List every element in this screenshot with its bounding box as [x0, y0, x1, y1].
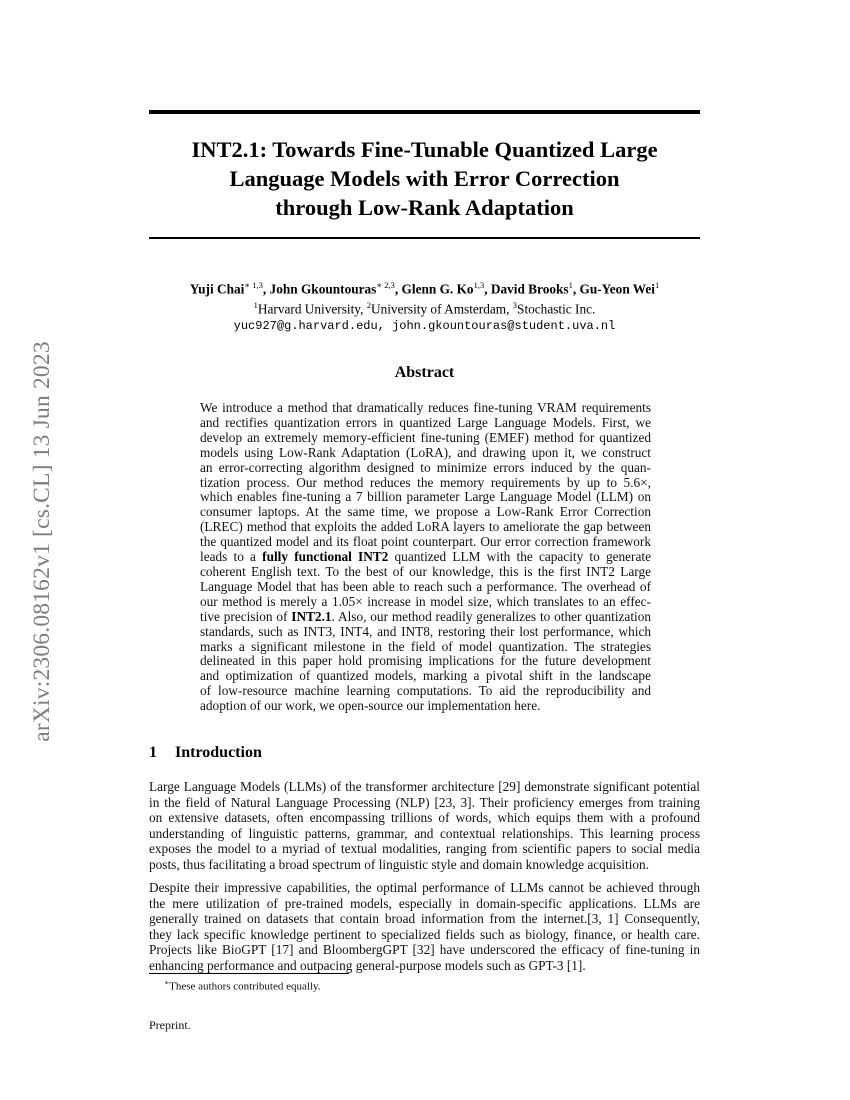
- abstract-line: marks a significant milestone in the field of model quantization. The strategies: [200, 638, 651, 654]
- paragraph-line: exposes the model to a myriad of textual modalities, ranging from scientific papers to social media: [149, 841, 700, 857]
- abstract-line: consumer laptops. At the same time, we propose a Low-Rank Error Correction: [200, 504, 651, 520]
- section-heading: [149, 744, 262, 762]
- abstract-line: leads to a fully functional INT2 quantized LLM with the capacity to generate: [200, 549, 651, 565]
- author-block: [149, 277, 700, 334]
- paragraph-line: Large Language Models (LLMs) of the transformer architecture [29] demonstrate significant potential: [149, 779, 700, 794]
- author-affiliation-marks: 1: [654, 280, 660, 290]
- abstract-line: of low-resource machine learning computations. To aid the reproducibility and: [200, 683, 651, 699]
- paragraph-line: Projects like BioGPT [17] and BloombergGPT [32] have underscored the efficacy of fine-tuning in: [149, 942, 700, 958]
- paragraph-line: in the field of Natural Language Processing (NLP) [23, 3]. Their proficiency emerges from training: [149, 794, 700, 810]
- abstract-line: models using Low-Rank Adaptation (LoRA), and drawing upon it, we construct: [200, 444, 651, 460]
- author-names: Yuji Chai$^{∗ 1,3}$, John Gkountouras$^{∗ 2,3}$, Glenn G. Ko$^{1,3}$, David Brooks$^1$, Gu-Yeon Wei$^1$: [189, 280, 660, 297]
- intro-paragraph-2: [149, 880, 700, 974]
- paragraph-line: the mere utilization of pre-trained models, especially in domain-specific applications. LLMs are: [149, 895, 700, 911]
- title-line: Language Models with Error Correction: [229, 166, 620, 191]
- paragraph-line: posts, thus facilitating a broad spectrum of linguistic style and domain knowledge acquisition.: [149, 856, 650, 872]
- abstract-line: which enables fine-tuning a 7 billion parameter Large Language Model (LLM) on: [200, 489, 651, 505]
- abstract-line: adoption of our work, we open-source our implementation here.: [200, 698, 541, 714]
- section-title: Introduction: [175, 744, 262, 761]
- abstract-line: Language Model that has been able to reach such a performance. The overhead of: [200, 578, 651, 594]
- bold-emphasis: fully functional INT2: [262, 549, 389, 565]
- paragraph-line: on extensive datasets, often encompassing trillions of words, which equips them with a profound: [149, 810, 700, 826]
- author-affiliation-marks: ∗ 1,3: [244, 280, 263, 290]
- title-line: INT2.1: Towards Fine-Tunable Quantized Large: [191, 137, 658, 162]
- arxiv-identifier-text: arXiv:2306.08162v1 [cs.CL] 13 Jun 2023: [28, 340, 55, 742]
- paper-title: [149, 135, 700, 222]
- abstract-line: tive precision of INT2.1. Also, our method readily generalizes to other quantization: [200, 608, 652, 624]
- abstract-line: tization process. Our method reduces the memory requirements by up to 5.6×,: [200, 474, 651, 490]
- preprint-label: Preprint.: [149, 1018, 191, 1032]
- abstract-body: [200, 401, 651, 714]
- affiliation-mark: 2: [366, 300, 371, 311]
- footnote: [164, 978, 321, 993]
- author-affiliation-marks: 1: [568, 280, 573, 290]
- author-name: John Gkountouras: [269, 281, 377, 297]
- author-name: Gu-Yeon Wei: [579, 281, 655, 297]
- abstract-line: We introduce a method that dramatically reduces fine-tuning VRAM requirements: [200, 400, 651, 415]
- author-affiliation-marks: 1,3: [473, 280, 485, 290]
- abstract-line: an error-correcting algorithm designed to minimize errors induced by the quan-: [200, 459, 651, 475]
- author-affiliations: $^1$Harvard University, $^2$University of Amsterdam, $^3$Stochastic Inc.: [253, 300, 596, 317]
- section-number: 1: [149, 744, 157, 761]
- footnote-text: These authors contributed equally.: [169, 980, 321, 993]
- affiliation-name: Harvard University: [257, 301, 361, 317]
- author-name: Yuji Chai: [189, 281, 245, 297]
- affiliation-mark: 1: [253, 300, 258, 311]
- paragraph-line: Despite their impressive capabilities, the optimal performance of LLMs cannot be achieved through: [149, 880, 700, 895]
- abstract-line: and optimization of quantized models, marking a pivotal shift in the landscape: [200, 668, 651, 684]
- affiliation-name: Stochastic Inc.: [517, 301, 596, 317]
- intro-paragraph-1: [149, 779, 700, 873]
- author-name: Glenn G. Ko: [401, 281, 474, 297]
- abstract-line: delineated in this paper hold promising implications for the future development: [200, 653, 651, 669]
- bold-emphasis: INT2.1: [291, 608, 332, 624]
- abstract-line: standards, such as INT3, INT4, and INT8, restoring their lost performance, which: [200, 623, 651, 639]
- paragraph-line: generally trained on datasets that contain broad information from the internet.[3, 1] Consequently,: [149, 911, 700, 927]
- abstract-heading: Abstract: [394, 364, 455, 381]
- paragraph-line: they lack specific knowledge pertinent to specialized fields such as biology, finance, or health care.: [149, 926, 700, 942]
- footnote-mark: ∗: [164, 978, 170, 987]
- paragraph-line: understanding of linguistic patterns, grammar, and contextual relationships. This learning process: [149, 825, 700, 841]
- title-top-rule: [149, 110, 700, 114]
- title-bottom-rule: [149, 237, 700, 239]
- abstract-line: our method is merely a 1.05× increase in model size, which translates to an effec-: [200, 593, 651, 609]
- arxiv-identifier-stamp: [26, 292, 58, 790]
- author-emails: yuc927@g.harvard.edu, john.gkountouras@student.uva.nl: [233, 318, 616, 333]
- abstract-line: coherent English text. To the best of our knowledge, this is the first INT2 Large: [200, 563, 651, 579]
- abstract-line: and rectifies quantization errors in quantized Large Language Models. First, we: [200, 414, 651, 430]
- abstract-line: (LREC) method that exploits the added LoRA layers to ameliorate the gap between: [200, 519, 651, 535]
- affiliation-name: University of Amsterdam: [370, 301, 507, 317]
- footnote-rule: [149, 973, 349, 974]
- paragraph-line: enhancing performance and outpacing general-purpose models such as GPT-3 [1].: [149, 957, 586, 973]
- abstract-line: develop an extremely memory-efficient fine-tuning (EMEF) method for quantized: [200, 429, 651, 445]
- title-line: through Low-Rank Adaptation: [275, 195, 574, 220]
- author-name: David Brooks: [490, 281, 569, 297]
- author-affiliation-marks: ∗ 2,3: [376, 280, 395, 290]
- abstract-line: the quantized model and its float point counterpart. Our error correction framework: [200, 534, 651, 550]
- affiliation-mark: 3: [512, 300, 518, 311]
